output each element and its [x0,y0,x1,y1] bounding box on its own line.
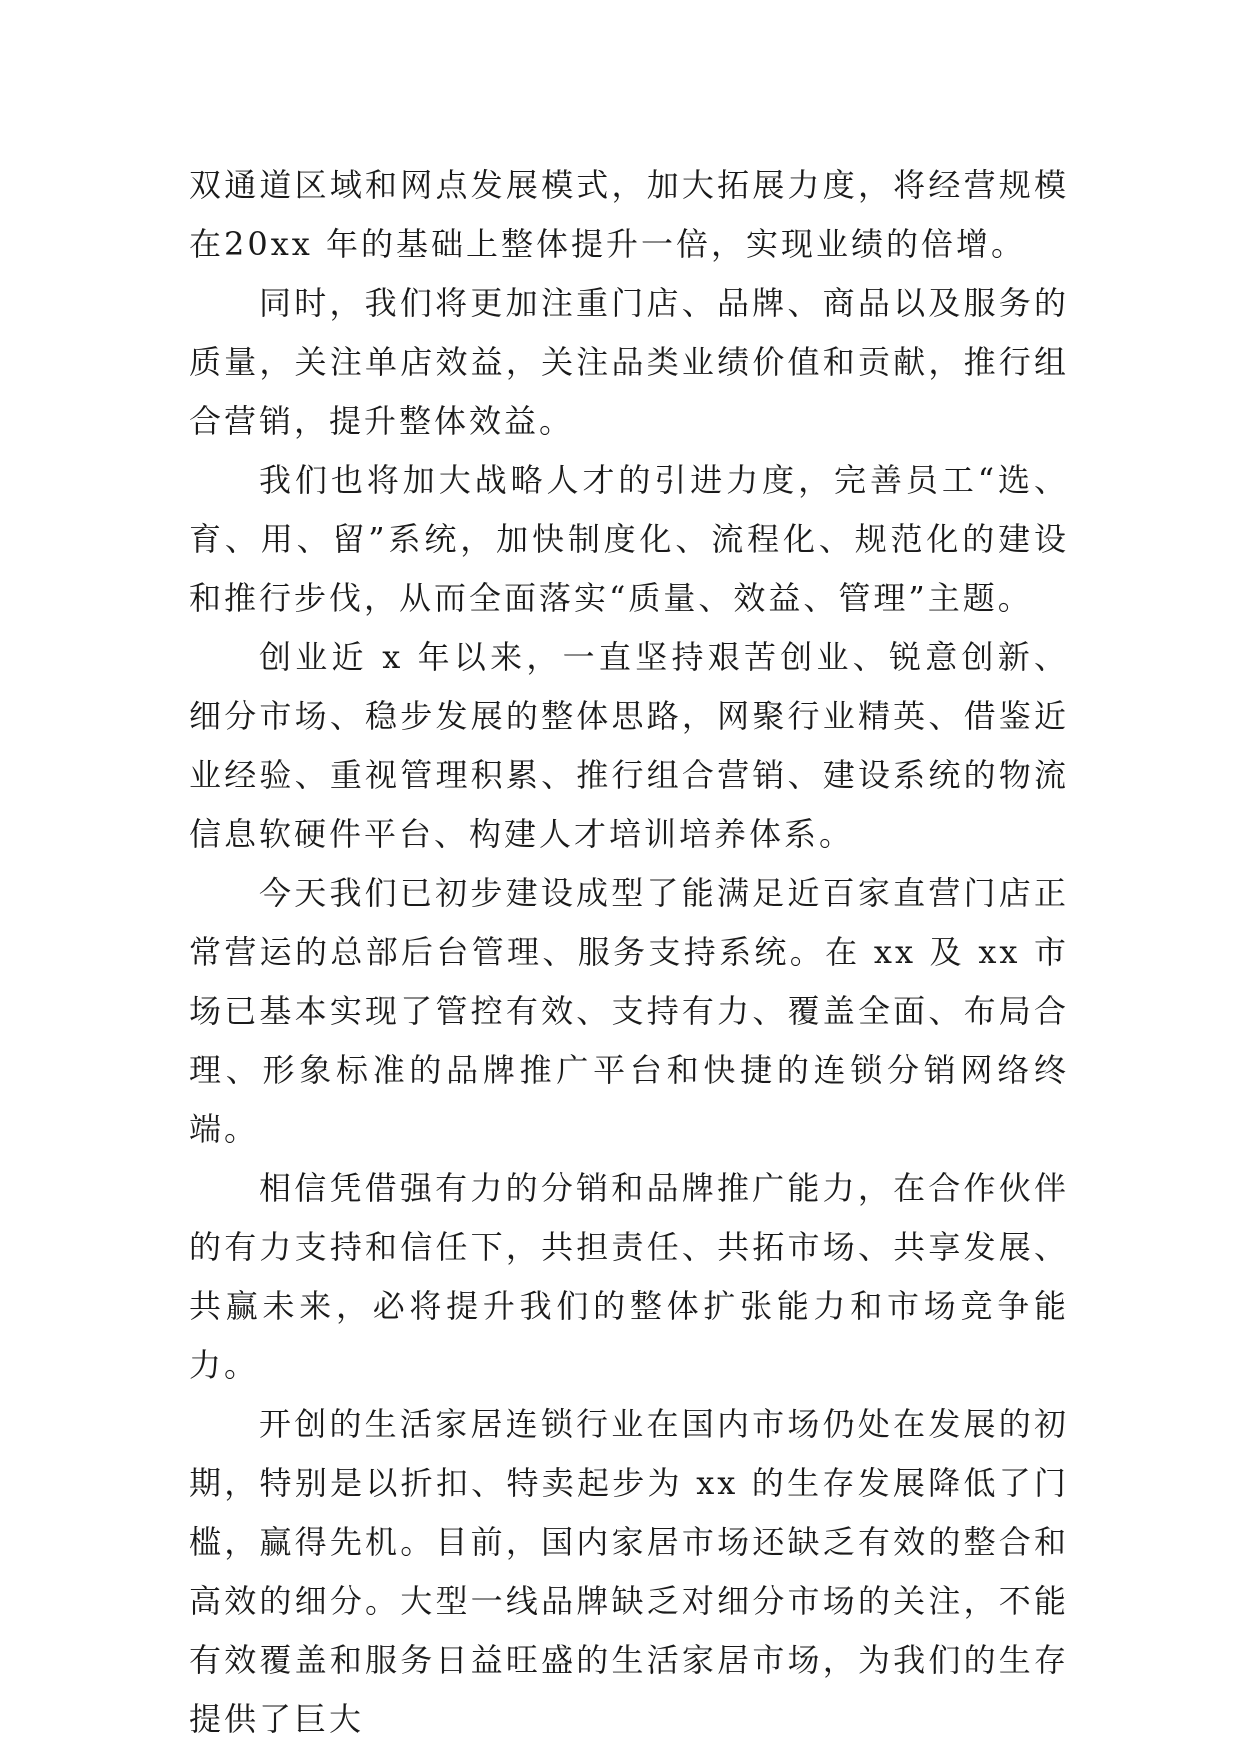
paragraph-current-system: 今天我们已初步建设成型了能满足近百家直营门店正常营运的总部后台管理、服务支持系统。在 xx 及 xx 市场已基本实现了管控有效、支持有力、覆盖全面、布局合理、形象标准的品牌推广平台和快捷的连锁分销网络终端。 [189,874,1069,1148]
paragraph-quality-focus: 同时，我们将更加注重门店、品牌、商品以及服务的质量，关注单店效益，关注品类业绩价值和贡献，推行组合营销，提升整体效益。 [189,284,1069,440]
paragraph-company-history: 创业近 x 年以来，一直坚持艰苦创业、锐意创新、细分市场、稳步发展的整体思路，网聚行业精英、借鉴近业经验、重视管理积累、推行组合营销、建设系统的物流信息软硬件平台、构建人才培训培养体系。 [189,638,1069,853]
document-body [189,156,1069,1749]
paragraph-talent-strategy: 我们也将加大战略人才的引进力度，完善员工“选、育、用、留”系统，加快制度化、流程化、规范化的建设和推行步伐，从而全面落实“质量、效益、管理”主题。 [189,461,1069,617]
paragraph-partnership: 相信凭借强有力的分销和品牌推广能力，在合作伙伴的有力支持和信任下，共担责任、共拓市场、共享发展、共赢未来，必将提升我们的整体扩张能力和市场竞争能力。 [189,1169,1069,1384]
paragraph-market-outlook: 开创的生活家居连锁行业在国内市场仍处在发展的初期，特别是以折扣、特卖起步为 xx 的生存发展降低了门槛，赢得先机。目前，国内家居市场还缺乏有效的整合和高效的细分。大型一线品牌缺乏对细分市场的关注，不能有效覆盖和服务日益旺盛的生活家居市场，为我们的生存提供了巨大 [189,1405,1069,1738]
paragraph-continued: 双通道区域和网点发展模式，加大拓展力度，将经营规模在20xx 年的基础上整体提升一倍，实现业绩的倍增。 [189,166,1069,263]
